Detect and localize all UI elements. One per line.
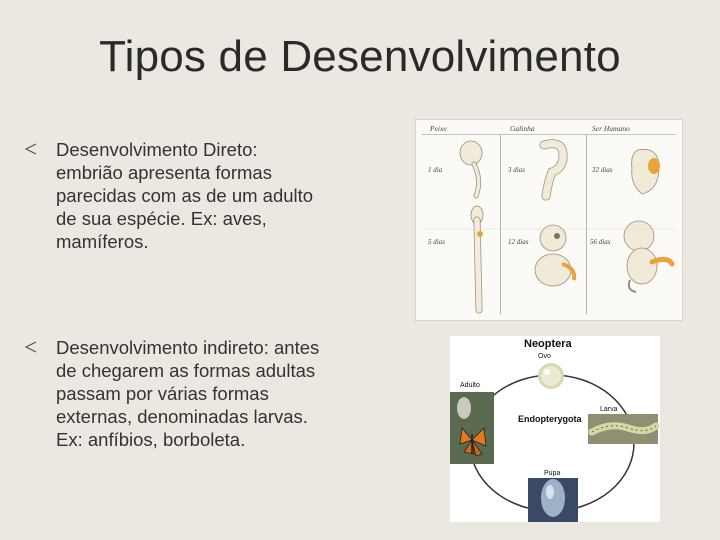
bullet-line: parecidas com as de um adulto — [56, 185, 314, 206]
bullet-line: embrião apresenta formas — [56, 162, 272, 183]
column-header-chicken: Galinha — [510, 124, 535, 133]
stage-label-egg: Ovo — [538, 353, 551, 360]
arrow-bullet-icon — [24, 336, 56, 358]
slide-title: Tipos de Desenvolvimento — [99, 32, 621, 81]
lifecycle-diagram-image — [450, 336, 660, 522]
bullet-text — [56, 138, 313, 253]
lifecycle-drawings — [450, 336, 660, 522]
larva-image — [588, 414, 658, 444]
fish-embryo-early — [460, 141, 482, 196]
stage-label-pupa: Pupa — [544, 470, 561, 477]
stage-label: 56 dias — [590, 238, 611, 246]
bullet-line: Desenvolvimento Direto: — [56, 139, 258, 160]
bullet-line: mamíferos. — [56, 231, 149, 252]
stage-label: 5 dias — [428, 238, 445, 246]
bullet-line: de chegarem as formas adultas — [56, 360, 316, 381]
bullet-line: Desenvolvimento indireto: antes — [56, 337, 320, 358]
embryo-drawings — [416, 120, 682, 320]
stage-label-adult: Adulto — [460, 382, 480, 389]
bullet-line: externas, denominadas larvas. — [56, 406, 308, 427]
bullet-line: de sua espécie. Ex: aves, — [56, 208, 267, 229]
diagram-title: Neoptera — [524, 338, 572, 350]
chicken-embryo-early — [544, 144, 563, 196]
stage-label: 3 dias — [508, 166, 525, 174]
stage-label: 12 dias — [508, 238, 529, 246]
adult-butterfly-image — [450, 392, 494, 464]
pupa-image — [528, 478, 578, 522]
column-header-fish: Peixe — [430, 124, 447, 133]
bullet-direct-development — [24, 138, 384, 253]
bullet-line: Ex: anfíbios, borboleta. — [56, 429, 246, 450]
bullet-line: passam por várias formas — [56, 383, 269, 404]
bullet-indirect-development — [24, 336, 384, 451]
fish-embryo-late — [471, 206, 483, 310]
column-header-human: Ser Humano — [592, 124, 630, 133]
chicken-embryo-late — [535, 225, 574, 286]
embryo-comparison-image — [415, 119, 683, 321]
stage-label-larva: Larva — [600, 406, 618, 413]
arrow-bullet-icon — [24, 138, 56, 160]
human-embryo-late — [624, 221, 672, 292]
diagram-center-label: Endopterygota — [518, 414, 582, 424]
stage-label: 1 dia — [428, 166, 443, 174]
human-embryo-early — [632, 149, 660, 194]
bullet-text — [56, 336, 319, 451]
stage-label: 32 dias — [592, 166, 613, 174]
egg-image — [538, 363, 564, 389]
